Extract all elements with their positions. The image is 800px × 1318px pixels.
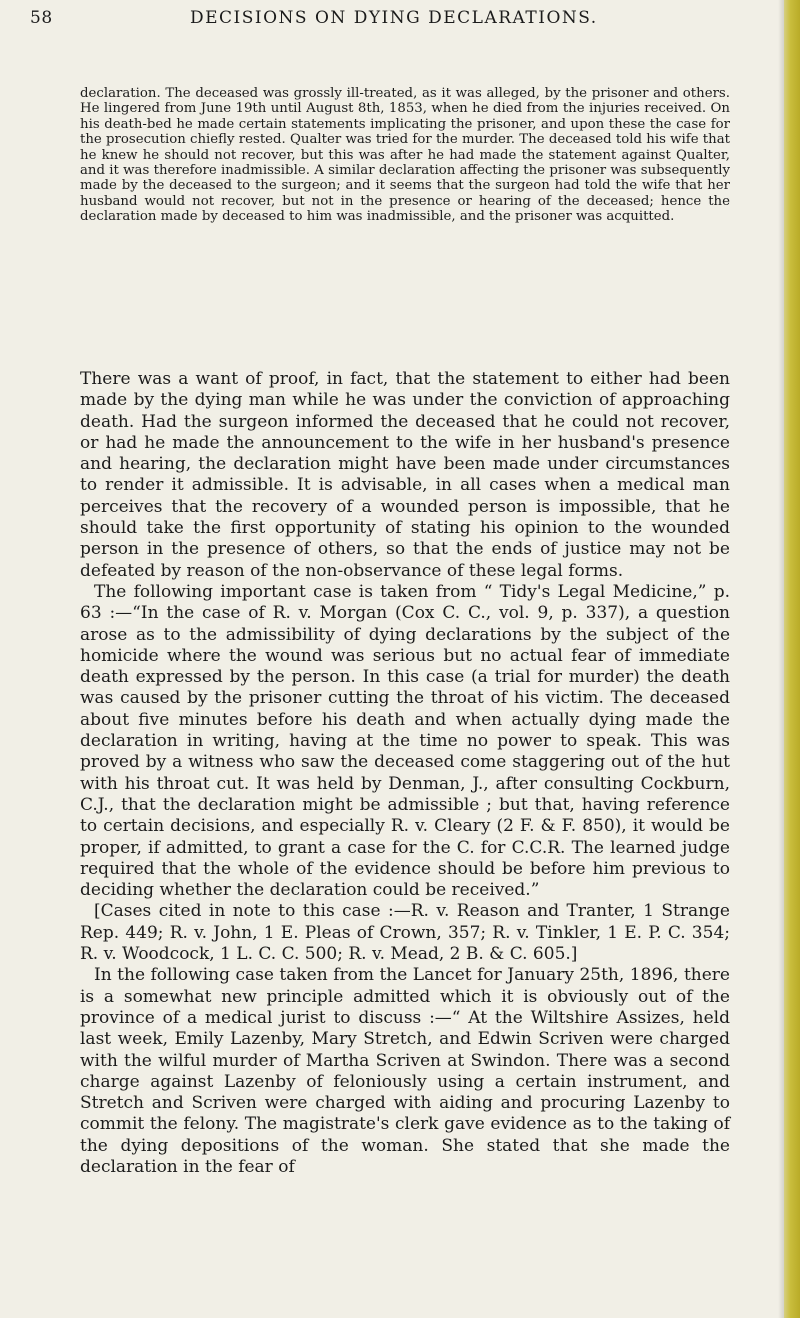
main-text	[80, 369, 730, 1178]
paragraph-want-of-proof: There was a want of proof, in fact, that the statement to either had been made by the dying man while he was under the conviction of approaching death. Had the surgeon informed the deceased that he could not recover, or had he made the announcement to the wife in her husband's presence and hearing, the declaration might have been made under circumstances to render it admissible. It is advisable, in all cases when a medical man perceives that the recovery of a wounded person is impossible, that he should take the first opportunity of stating his opinion to the wounded person in the presence of others, so that the ends of justice may not be defeated by reason of the non-observance of these legal forms.	[80, 369, 730, 581]
quoted-case-paragraph: declaration. The deceased was grossly ill-treated, as it was alleged, by the prisoner and others. He lingered from June 19th until August 8th, 1853, when he died from the injuries received. On his death-bed he made certain statements implicating the prisoner, and upon these the case for the prosecution chiefly rested. Qualter was tried for the murder. The deceased told his wife that he knew he should not recover, but this was after he had made the statement against Qualter, and it was therefore inadmissible. A similar declaration affecting the prisoner was subsequently made by the deceased to the surgeon; and it seems that the surgeon had told the wife that her husband would not recover, but not in the presence or hearing of the deceased; hence the declaration made by deceased to him was inadmissible, and the prisoner was acquitted.	[80, 86, 730, 225]
paragraph-morgan-case: The following important case is taken from “ Tidy's Legal Medicine,” p. 63 :—“In the case of R. v. Morgan (Cox C. C., vol. 9, p. 337), a question arose as to the admissibility of dying declarations by the subject of the homicide where the wound was serious but no actual fear of immediate death expressed by the person. In this case (a trial for murder) the death was caused by the prisoner cutting the throat of his victim. The deceased about five minutes before his death and when actually dying made the declaration in writing, having at the time no power to speak. This was proved by a witness who saw the deceased come staggering out of the hut with his throat cut. It was held by Denman, J., after consulting Cockburn, C.J., that the declaration might be admissible ; but that, having reference to certain decisions, and especially R. v. Cleary (2 F. & F. 850), it would be proper, if admitted, to grant a case for the C. for C.C.R. The learned judge required that the whole of the evidence should be before him previous to deciding whether the declaration could be received.”	[80, 581, 730, 901]
book-edge	[784, 0, 800, 1318]
page-number: 58	[30, 8, 53, 28]
paragraph-cases-cited: [Cases cited in note to this case :—R. v. Reason and Tranter, 1 Strange Rep. 449; R. v. John, 1 E. Pleas of Crown, 357; R. v. Tinkler, 1 E. P. C. 354; R. v. Woodcock, 1 L. C. C. 500; R. v. Mead, 2 B. & C. 605.]	[80, 901, 730, 965]
paragraph-lancet-case: In the following case taken from the Lancet for January 25th, 1896, there is a somewhat new principle admitted which it is obviously out of the province of a medical jurist to discuss :—“ At the Wiltshire Assizes, held last week, Emily Lazenby, Mary Stretch, and Edwin Scriven were charged with the wilful murder of Martha Scriven at Swindon. There was a second charge against Lazenby of feloniously using a certain instrument, and Stretch and Scriven were charged with aiding and procuring Lazenby to commit the felony. The magistrate's clerk gave evidence as to the taking of the dying depositions of the woman. She stated that she made the declaration in the fear of	[80, 965, 730, 1177]
running-head: DECISIONS ON DYING DECLARATIONS.	[190, 8, 598, 28]
